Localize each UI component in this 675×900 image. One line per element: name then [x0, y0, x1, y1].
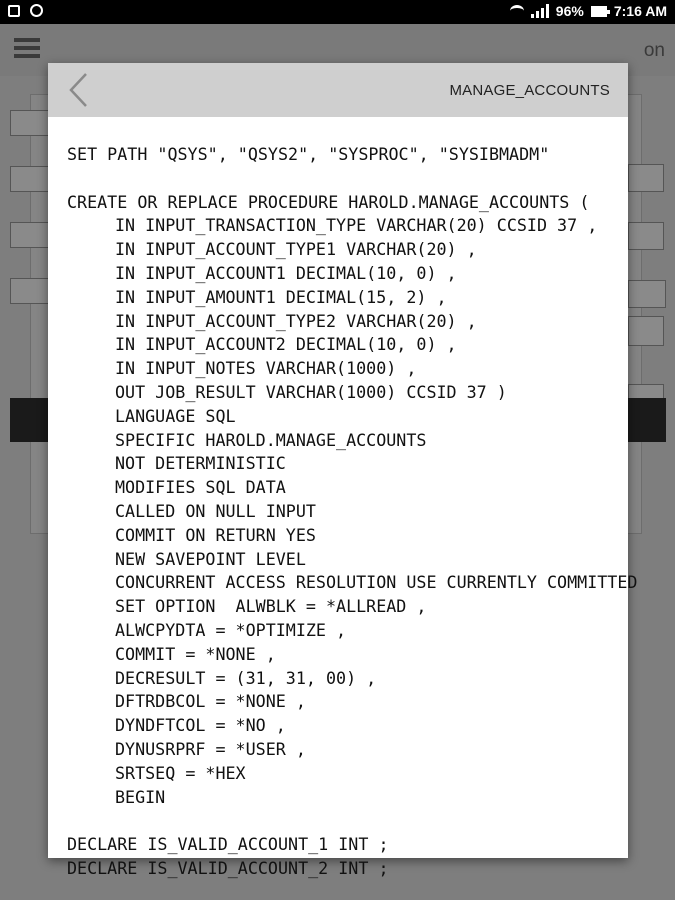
code-line: MODIFIES SQL DATA — [115, 477, 286, 498]
chevron-left-icon — [64, 71, 100, 109]
code-line: IN INPUT_ACCOUNT2 DECIMAL(10, 0) , — [115, 334, 457, 355]
signal-icon — [531, 4, 549, 18]
status-bar — [0, 0, 675, 24]
code-line: CREATE OR REPLACE PROCEDURE HAROLD.MANAGE_ACCOUNTS ( — [67, 191, 590, 212]
code-line: NOT DETERMINISTIC — [115, 453, 286, 474]
code-line: DFTRDBCOL = *NONE , — [115, 691, 306, 712]
code-line: IN INPUT_AMOUNT1 DECIMAL(15, 2) , — [115, 286, 447, 307]
background-field — [10, 110, 50, 136]
code-line: CONCURRENT ACCESS RESOLUTION USE CURRENTLY COMMITTED — [115, 572, 638, 593]
code-line: ALWCPYDTA = *OPTIMIZE , — [115, 619, 347, 640]
code-line: IN INPUT_ACCOUNT_TYPE1 VARCHAR(20) , — [115, 239, 477, 260]
menu-icon — [14, 38, 40, 58]
dialog-header — [48, 63, 628, 117]
back-button[interactable] — [64, 71, 100, 109]
background-field — [628, 222, 664, 250]
code-line: DECLARE IS_VALID_ACCOUNT_1 INT ; — [67, 834, 389, 855]
code-line: IN INPUT_NOTES VARCHAR(1000) , — [115, 358, 417, 379]
code-line: DECRESULT = (31, 31, 00) , — [115, 667, 377, 688]
battery-icon — [591, 6, 607, 17]
code-line: OUT JOB_RESULT VARCHAR(1000) CCSID 37 ) — [115, 381, 507, 402]
code-line: LANGUAGE SQL — [115, 405, 236, 426]
code-line: BEGIN — [115, 786, 166, 807]
code-view — [67, 143, 638, 878]
code-line: DECLARE IS_VALID_ACCOUNT_2 INT ; — [67, 857, 389, 878]
clock: 7:16 AM — [613, 3, 667, 19]
background-button — [10, 398, 48, 442]
android-icon — [30, 4, 43, 17]
code-line — [67, 809, 628, 833]
status-bar-right — [510, 3, 667, 19]
code-line — [67, 167, 628, 191]
code-line: IN INPUT_ACCOUNT_TYPE2 VARCHAR(20) , — [115, 310, 477, 331]
background-field — [628, 280, 666, 308]
background-field — [628, 316, 664, 346]
background-header-text: on — [643, 40, 665, 61]
wifi-icon — [510, 5, 524, 17]
background-field — [10, 278, 50, 304]
battery-percent: 96% — [555, 3, 584, 19]
status-bar-left — [8, 4, 43, 17]
code-line: DYNUSRPRF = *USER , — [115, 738, 306, 759]
background-button — [628, 398, 666, 442]
code-line: SET OPTION ALWBLK = *ALLREAD , — [115, 596, 427, 617]
code-line: CALLED ON NULL INPUT — [115, 500, 316, 521]
dialog-title: MANAGE_ACCOUNTS — [449, 82, 610, 99]
code-line: COMMIT = *NONE , — [115, 643, 276, 664]
code-line: DYNDFTCOL = *NO , — [115, 715, 286, 736]
code-line: IN INPUT_ACCOUNT1 DECIMAL(10, 0) , — [115, 262, 457, 283]
code-viewer-dialog — [48, 63, 638, 878]
code-line: SRTSEQ = *HEX — [115, 762, 246, 783]
background-field — [10, 222, 50, 248]
code-line: SET PATH "QSYS", "QSYS2", "SYSPROC", "SYSIBMADM" — [67, 144, 550, 164]
code-line: IN INPUT_TRANSACTION_TYPE VARCHAR(20) CCSID 37 , — [115, 215, 598, 236]
code-line: COMMIT ON RETURN YES — [115, 524, 316, 545]
code-line: NEW SAVEPOINT LEVEL — [115, 548, 306, 569]
notification-icon — [8, 5, 20, 17]
code-line: SPECIFIC HAROLD.MANAGE_ACCOUNTS — [115, 429, 427, 450]
background-field — [10, 166, 50, 192]
background-field — [628, 164, 664, 192]
